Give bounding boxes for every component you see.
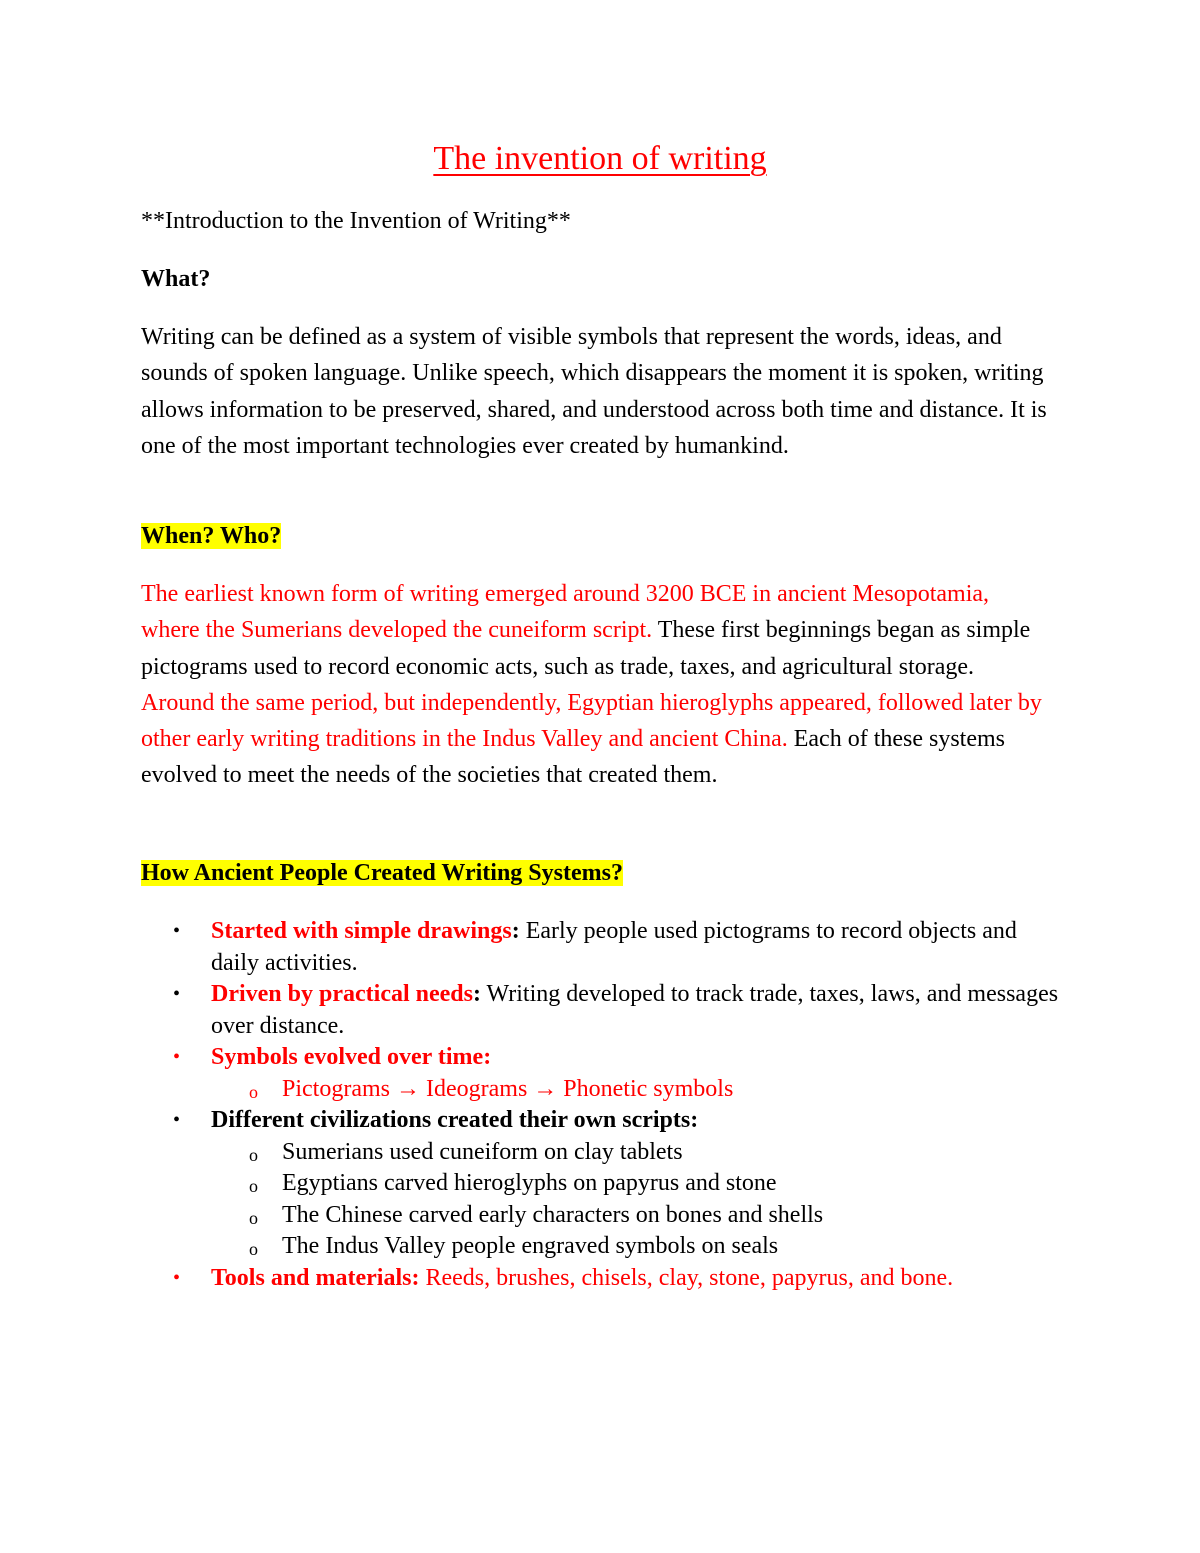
list-item [141,916,1061,979]
bullet-icon: • [173,983,181,1005]
when-heading-wrap [141,523,281,550]
list-item-label: Driven by practical needs [211,981,473,1007]
sub-list-item-text: The Indus Valley people engraved symbols on seals [282,1233,779,1259]
list-item-colon: : [511,918,520,944]
sub-list-item-text: Pictograms → Ideograms → Phonetic symbols [282,1075,734,1102]
when-text-2: Each of these systems evolved to meet the needs of the societies that created them. [141,726,1006,789]
bullet-icon: • [173,1266,181,1289]
sub-list-item [141,1231,1061,1263]
sub-list-item-text: Egyptians carved hieroglyphs on papyrus and stone [282,1170,777,1196]
list-item-colon: : [472,981,481,1007]
circle-bullet-icon: o [249,1207,258,1228]
when-red-text-2: Around the same period, but independently, Egyptian hieroglyphs appeared, followed later by other early writing traditions in the Indus Valley and ancient China. [141,689,1042,753]
list-item-text: Writing developed to track trade, taxes, laws, and messages over distance. [211,981,1059,1039]
circle-bullet-icon: o [249,1081,258,1102]
what-paragraph: Writing can be defined as a system of visible symbols that represent the words, ideas, and sounds of spoken language. Unlike speech, which disappears the moment it is spoken, writing allows information to be preserved, shared, and understood across both time and distance. It is one of the most important technologies ever created by humankind. [141,324,1047,459]
list-item [141,1042,1061,1074]
when-paragraph [141,576,1051,794]
when-red-text-1: The earliest known form of writing emerged around 3200 BCE in ancient Mesopotamia, where the Sumerians developed the cuneiform script. [141,581,990,644]
list-item [141,979,1061,1042]
circle-bullet-icon: o [249,1176,258,1196]
intro-heading: **Introduction to the Invention of Writing** [141,208,571,234]
circle-bullet-icon: o [249,1239,258,1259]
when-text-1: These first beginnings began as simple pictograms used to record economic acts, such as trade, taxes, and agricultural storage. [141,617,1031,680]
bullet-icon: • [173,1109,181,1131]
bullet-icon: • [173,1046,181,1068]
how-list [141,916,1061,1294]
sub-list-item [141,1168,1061,1200]
list-item-label: Symbols evolved over time: [211,1044,492,1070]
when-heading: When? Who? [141,523,282,549]
sub-list-item-text: The Chinese carved early characters on bones and shells [282,1201,824,1228]
bullet-icon: • [173,920,181,942]
list-item-label: Started with simple drawings [211,918,512,944]
document-title: The invention of writing [433,140,767,177]
sub-list-item [141,1200,1061,1232]
list-item-label: Tools and materials: [211,1264,420,1291]
sub-list-item [141,1074,1061,1106]
list-item-text: Reeds, brushes, chisels, clay, stone, papyrus, and bone. [419,1264,954,1291]
how-heading-wrap [141,860,623,887]
sub-list-item [141,1137,1061,1169]
how-heading: How Ancient People Created Writing Systems? [141,860,623,886]
circle-bullet-icon: o [249,1144,258,1165]
list-item-text: Early people used pictograms to record objects and daily activities. [211,918,1017,976]
sub-list-item-text: Sumerians used cuneiform on clay tablets [282,1138,683,1165]
list-item [141,1105,1061,1137]
list-item-label: Different civilizations created their own scripts: [211,1107,699,1133]
list-item [141,1263,1061,1295]
what-heading: What? [141,266,211,292]
